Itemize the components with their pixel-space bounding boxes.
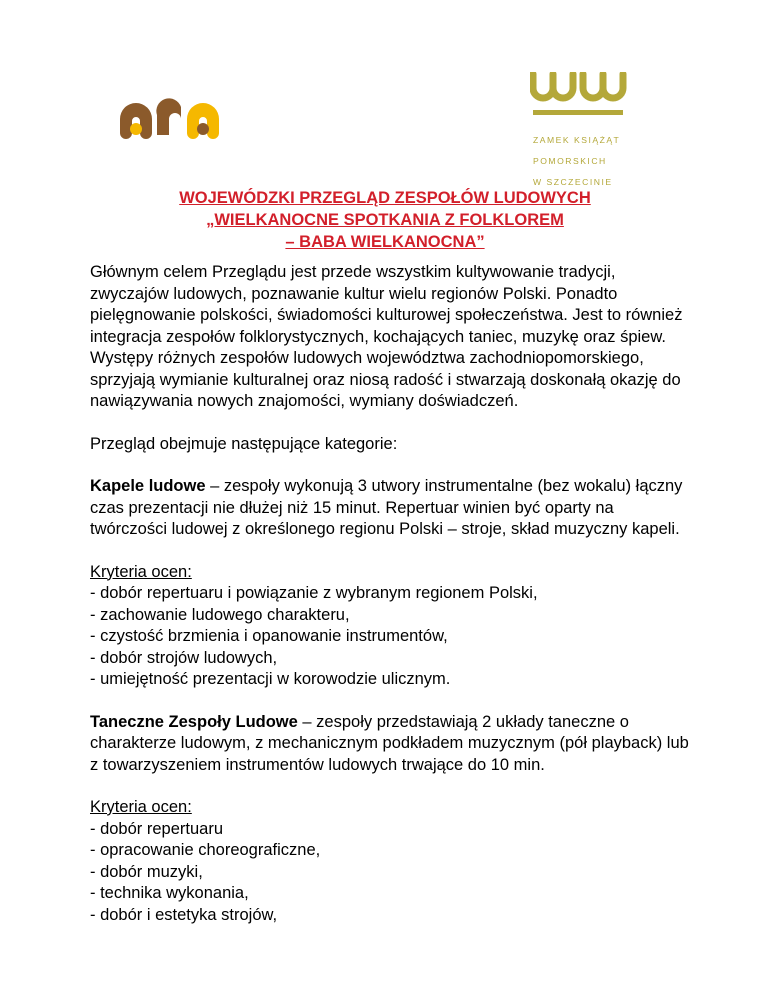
kapele-heading: Kapele ludowe <box>90 477 206 495</box>
kapele-criteria-title: Kryteria ocen: <box>90 562 192 581</box>
zamek-line-2: POMORSKICH <box>533 155 607 166</box>
document-title <box>90 187 680 253</box>
taneczne-criteria <box>90 797 690 926</box>
zamek-line-3: W SZCZECINIE <box>533 176 613 187</box>
criteria-item: - dobór muzyki, <box>90 862 203 881</box>
kapele-description: – zespoły wykonują 3 utwory instrumentalne (bez wokalu) łączny czas prezentacji nie dłużej niż 15 minut. Repertuar winien być oparty na twórczości ludowej z określonego regionu Polski – stroje, skład muzyczny kapeli. <box>90 477 683 538</box>
criteria-item: - dobór repertuaru i powiązanie z wybranym regionem Polski, <box>90 584 538 602</box>
title-line-2: „WIELKANOCNE SPOTKANIA Z FOLKLOREM <box>206 211 564 229</box>
zamek-line-1: ZAMEK KSIĄŻĄT <box>533 134 621 145</box>
criteria-item: - dobór strojów ludowych, <box>90 648 278 667</box>
criteria-item: - zachowanie ludowego charakteru, <box>90 605 350 624</box>
document-body <box>90 262 690 947</box>
criteria-item: - opracowanie choreograficzne, <box>90 841 321 859</box>
title-line-1: WOJEWÓDZKI PRZEGLĄD ZESPOŁÓW LUDOWYCH <box>179 189 591 207</box>
criteria-item: - dobór i estetyka strojów, <box>90 905 278 924</box>
kapele-criteria <box>90 562 690 691</box>
title-line-3: – BABA WIELKANOCNA” <box>285 233 485 251</box>
ara-logo <box>117 93 232 140</box>
criteria-item: - umiejętność prezentacji w korowodzie ulicznym. <box>90 670 451 688</box>
criteria-item: - czystość brzmienia i opanowanie instrumentów, <box>90 627 448 645</box>
intro-paragraph: Głównym celem Przeglądu jest przede wszystkim kultywowanie tradycji, zwyczajów ludowych, poznawanie kultur wielu regionów Polski. Ponadto pielęgnowanie polskości, świadomości kulturowej społeczeństwa. Jest to również integracja zespołów folklorystycznych, kochających taniec, muzykę oraz śpiew. Występy różnych zespołów ludowych województwa zachodniopomorskiego, sprzyjają wymianie kulturalnej oraz niosą radość i stwarzają doskonałą okazję do nawiązywania nowych znajomości, wymiany doświadczeń. <box>90 263 683 410</box>
taneczne-criteria-title: Kryteria ocen: <box>90 798 192 816</box>
taneczne-paragraph <box>90 712 690 777</box>
taneczne-heading: Taneczne Zespoły Ludowe <box>90 712 298 731</box>
kapele-paragraph <box>90 476 690 541</box>
criteria-item: - dobór repertuaru <box>90 819 223 838</box>
categories-intro: Przegląd obejmuje następujące kategorie: <box>90 434 398 453</box>
criteria-item: - technika wykonania, <box>90 884 249 902</box>
taneczne-description: – zespoły przedstawiają 2 układy taneczne o charakterze ludowym, z mechanicznym podkładem muzycznym (pół playback) lub z towarzyszeniem instrumentów ludowych trwające do 10 min. <box>90 712 689 774</box>
